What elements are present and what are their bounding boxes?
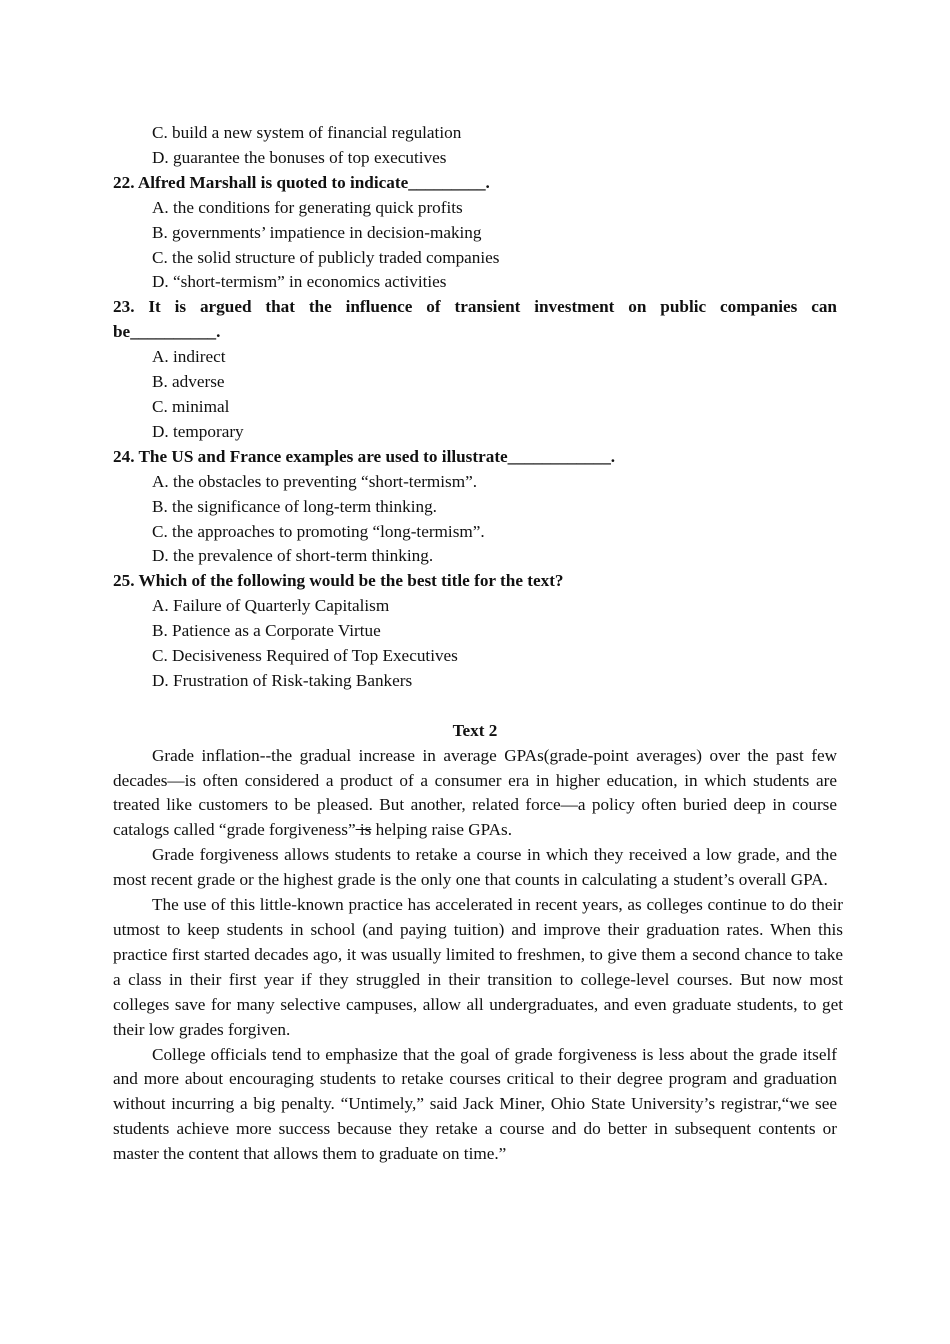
q23-stem-line1: 23. It is argued that the influence of transient investment on public companies can bbox=[113, 297, 837, 317]
exam-page bbox=[113, 121, 843, 1167]
q22-option-d: D. “short-termism” in economics activities bbox=[152, 272, 447, 292]
q22-option-a: A. the conditions for generating quick profits bbox=[152, 197, 463, 217]
q22-option-b: B. governments’ impatience in decision-making bbox=[152, 222, 482, 242]
q22-option-c: C. the solid structure of publicly traded companies bbox=[152, 247, 500, 267]
q23-option-a: A. indirect bbox=[152, 347, 226, 367]
q24-stem: 24. The US and France examples are used to illustrate____________. bbox=[113, 446, 616, 466]
text2-paragraph-2: Grade forgiveness allows students to retake a course in which they received a low grade, and the most recent grade or the highest grade is the only one that counts in calculating a student’s overall GPA. bbox=[113, 845, 837, 890]
q25-option-b: B. Patience as a Corporate Virtue bbox=[152, 621, 381, 641]
section-gap bbox=[113, 694, 837, 719]
q23-option-c: C. minimal bbox=[152, 396, 230, 416]
text2-paragraph-4: College officials tend to emphasize that the goal of grade forgiveness is less about the grade itself and more about encouraging students to retake courses critical to their degree program and graduation without incurring a big penalty. “Untimely,” said Jack Miner, Ohio State University’s registrar,“we see students achieve more success because they retake a course and do better in subsequent contents or master the content that allows them to graduate on time.” bbox=[113, 1044, 837, 1164]
p1-text: Grade inflation--the gradual increase in average GPAs(grade-point averages) over the past few decades—is often considered a product of a consumer era in higher education, in which students are treated like customers to be pleased. But another, related force—a policy often buried deep in course catalogs called “grade forgiveness” bbox=[113, 745, 837, 840]
text2-paragraph-1 bbox=[113, 744, 837, 844]
q25-option-c: C. Decisiveness Required of Top Executives bbox=[152, 646, 458, 666]
q23-stem-line2: be__________. bbox=[113, 322, 221, 342]
q25-stem: 25. Which of the following would be the best title for the text? bbox=[113, 571, 564, 591]
q23-option-d: D. temporary bbox=[152, 421, 244, 441]
q21-option-d: D. guarantee the bonuses of top executives bbox=[152, 147, 447, 167]
q24-option-a: A. the obstacles to preventing “short-termism”. bbox=[152, 471, 478, 491]
q25-option-a: A. Failure of Quarterly Capitalism bbox=[152, 596, 390, 616]
p1-text-end: helping raise GPAs. bbox=[371, 820, 513, 840]
q22-stem: 22. Alfred Marshall is quoted to indicate_________. bbox=[113, 172, 490, 192]
text2-title: Text 2 bbox=[452, 720, 498, 740]
text2-paragraph-3: The use of this little-known practice has accelerated in recent years, as colleges continue to do their utmost to keep students in school (and paying tuition) and improve their graduation rates. When this practice first started decades ago, it was usually limited to freshmen, to give them a second chance to take a class in their first year if they struggled in their transition to college-level courses. But now most colleges save for many selective campuses, allow all undergraduates, and even graduate students, to get their low grades forgiven. bbox=[113, 895, 843, 1039]
q23-option-b: B. adverse bbox=[152, 372, 225, 392]
p1-struck-word: is bbox=[355, 820, 372, 840]
q24-option-c: C. the approaches to promoting “long-termism”. bbox=[152, 521, 485, 541]
q24-option-b: B. the significance of long-term thinking. bbox=[152, 496, 437, 516]
q21-option-c: C. build a new system of financial regulation bbox=[152, 123, 462, 142]
q25-option-d: D. Frustration of Risk-taking Bankers bbox=[152, 670, 413, 690]
q24-option-d: D. the prevalence of short-term thinking. bbox=[152, 546, 434, 566]
